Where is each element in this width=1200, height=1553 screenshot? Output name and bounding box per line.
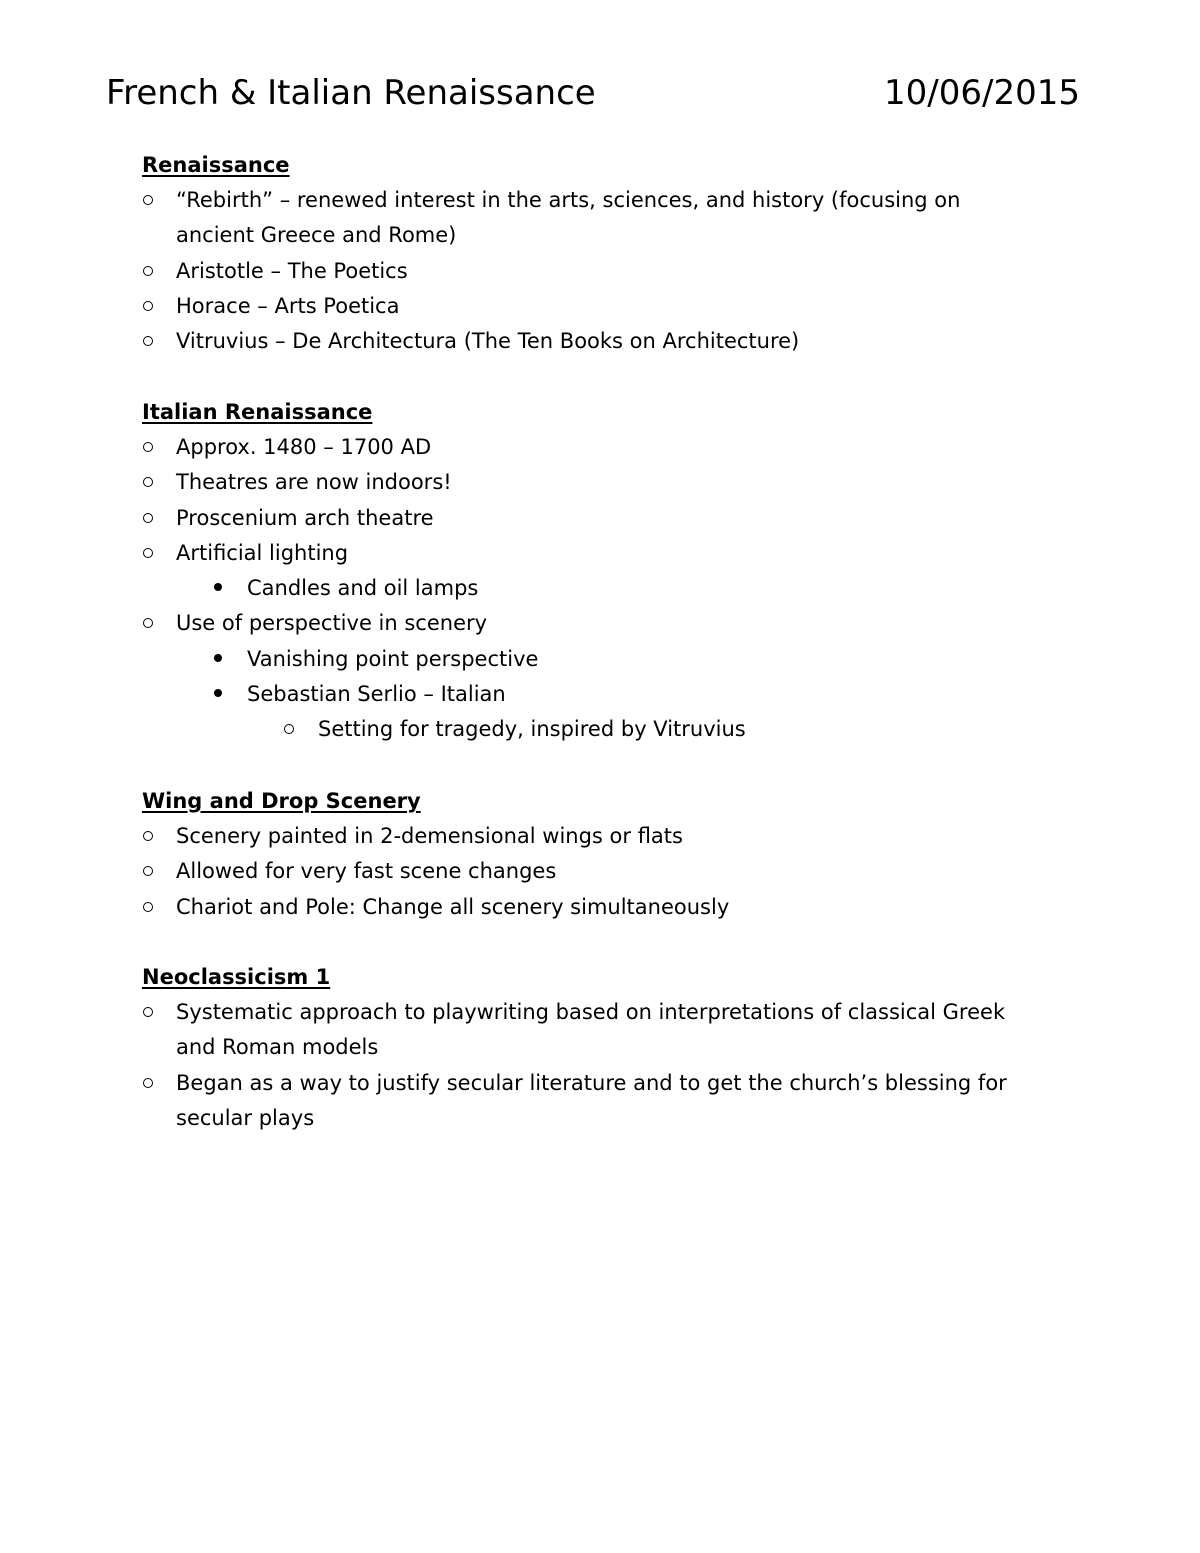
sub-list-item (142, 571, 1042, 606)
hollow-bullet-icon (284, 724, 294, 734)
hollow-bullet-icon (143, 831, 153, 841)
list-item (142, 430, 1042, 465)
hollow-bullet-icon (143, 618, 153, 628)
list-item (142, 1066, 1042, 1137)
list-item-text: Proscenium arch theatre (176, 505, 434, 530)
section-italian-renaissance (142, 395, 1042, 748)
sub-list-item (142, 677, 1042, 712)
list-item-text: “Rebirth” – renewed interest in the arts, sciences, and history (focusing on ancient Greece and Rome) (176, 188, 961, 248)
list-item-text: Horace – Arts Poetica (176, 293, 400, 318)
bullet-list (142, 819, 1042, 925)
list-item-text: Setting for tragedy, inspired by Vitruvius (318, 717, 746, 742)
bullet-list (142, 430, 1042, 748)
list-item-text: Sebastian Serlio – Italian (247, 682, 506, 707)
hollow-bullet-icon (143, 1078, 153, 1088)
list-item (142, 995, 1042, 1066)
hollow-bullet-icon (143, 513, 153, 523)
bullet-list (142, 995, 1042, 1136)
list-item (142, 501, 1042, 536)
list-item (142, 854, 1042, 889)
section-renaissance (142, 148, 1042, 359)
list-item-text: Aristotle – The Poetics (176, 258, 408, 283)
list-item-text: Scenery painted in 2-demensional wings or flats (176, 824, 683, 848)
list-item-text: Candles and oil lamps (247, 576, 479, 601)
list-item-text: Began as a way to justify secular literature and to get the church’s blessing for secular plays (176, 1070, 1007, 1130)
hollow-bullet-icon (143, 477, 153, 487)
list-item (142, 465, 1042, 500)
hollow-bullet-icon (143, 336, 153, 346)
filled-bullet-icon (214, 583, 222, 591)
section-heading: Renaissance (142, 153, 290, 177)
list-item-text: Allowed for very fast scene changes (176, 859, 557, 884)
section-heading: Neoclassicism 1 (142, 965, 331, 989)
filled-bullet-icon (214, 689, 222, 697)
list-item-text: Chariot and Pole: Change all scenery simultaneously (176, 894, 730, 919)
sub-sub-list-item (142, 712, 1042, 747)
list-item (142, 606, 1042, 641)
hollow-bullet-icon (143, 442, 153, 452)
sub-list-item (142, 642, 1042, 677)
section-wing-and-drop-scenery (142, 784, 1042, 925)
list-item (142, 254, 1042, 289)
bullet-list (142, 183, 1042, 359)
section-heading: Wing and Drop Scenery (142, 789, 421, 813)
list-item (142, 183, 1042, 254)
list-item-text: Vitruvius – De Architectura (The Ten Books on Architecture) (176, 329, 800, 354)
list-item-text: Vanishing point perspective (247, 646, 539, 671)
hollow-bullet-icon (143, 902, 153, 912)
section-heading: Italian Renaissance (142, 400, 373, 424)
document-date: 10/06/2015 (884, 73, 1080, 113)
list-item (142, 536, 1042, 571)
filled-bullet-icon (214, 654, 222, 662)
hollow-bullet-icon (143, 301, 153, 311)
hollow-bullet-icon (143, 266, 153, 276)
list-item-text: Approx. 1480 – 1700 AD (176, 435, 432, 459)
hollow-bullet-icon (143, 195, 153, 205)
list-item-text: Systematic approach to playwriting based on interpretations of classical Greek and Roman models (176, 1000, 1006, 1060)
hollow-bullet-icon (143, 866, 153, 876)
list-item (142, 819, 1042, 854)
list-item (142, 324, 1042, 359)
list-item-text: Artificial lighting (176, 540, 349, 565)
document-title: French & Italian Renaissance (106, 73, 596, 113)
list-item-text: Theatres are now indoors! (176, 470, 452, 495)
list-item (142, 289, 1042, 324)
list-item-text: Use of perspective in scenery (176, 611, 488, 636)
hollow-bullet-icon (143, 548, 153, 558)
section-neoclassicism (142, 960, 1042, 1136)
list-item (142, 890, 1042, 925)
hollow-bullet-icon (143, 1007, 153, 1017)
